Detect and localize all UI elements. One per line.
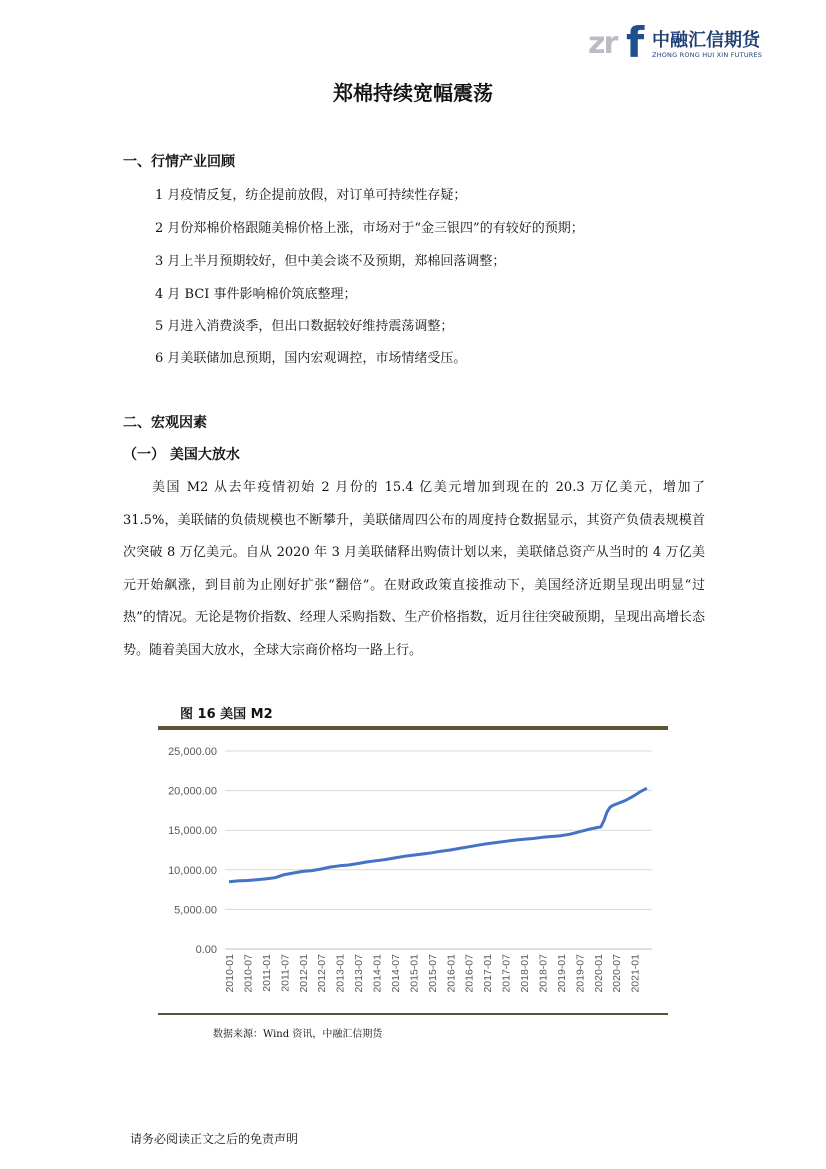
x-tick-label: 2019-01	[555, 954, 568, 993]
section-heading-review: 一、行情产业回顾	[123, 154, 235, 170]
x-tick-label: 2014-01	[371, 954, 384, 993]
x-tick-label: 2010-07	[242, 954, 255, 993]
x-tick-label: 2011-01	[260, 954, 273, 992]
x-tick-label: 2013-07	[353, 954, 366, 993]
x-tick-label: 2018-01	[519, 954, 532, 993]
logo-cn: 中融汇信期货	[652, 30, 760, 51]
x-tick-label: 2016-01	[445, 954, 458, 993]
y-axis-ticks	[168, 746, 217, 956]
body-paragraph: 美国 M2 从去年疫情初始 2 月份的 15.4 亿美元增加到现在的 20.3 万亿美元，增加了 31.5%，美联储的负债规模也不断攀升，美联储周四公布的周度持仓数据显示，其资产负债表规模首次突破 8 万亿美元。自从 2020 年 3 月美联储释出购债计划以来，美联储总资产从当时的 4 万亿美元开始飙涨，到目前为止刚好扩张“翻倍”。在财政政策直接推动下，美国经济近期呈现出明显“过热”的情况。无论是物价指数、经理人采购指数、生产价格指数，近月往往突破预期，呈现出高增长态势。随着美国大放水，全球大宗商价格均一路上行。	[123, 480, 705, 658]
x-axis-ticks	[224, 954, 642, 993]
x-tick-label: 2011-07	[279, 954, 292, 992]
sub-heading: （一） 美国大放水	[123, 447, 240, 463]
series-line-m2	[229, 788, 647, 882]
x-tick-label: 2019-07	[574, 954, 587, 993]
footer-disclaimer: 请务必阅读正文之后的免责声明	[130, 1132, 299, 1146]
y-tick-label: 15,000.00	[168, 825, 217, 838]
x-tick-label: 2020-01	[592, 954, 605, 993]
y-tick-label: 20,000.00	[168, 785, 217, 798]
x-tick-label: 2010-01	[224, 954, 236, 993]
x-tick-label: 2012-07	[316, 954, 329, 993]
figure-title: 图 16 美国 M2	[180, 707, 273, 722]
page-title: 郑棉持续宽幅震荡	[333, 81, 493, 105]
y-tick-label: 10,000.00	[168, 864, 217, 877]
x-tick-label: 2015-01	[408, 954, 421, 993]
logo-mark-f: f	[626, 18, 645, 67]
x-tick-label: 2014-07	[389, 954, 402, 993]
chart-series	[229, 788, 647, 882]
logo-en: ZHONG RONG HUI XIN FUTURES	[652, 51, 763, 59]
x-tick-label: 2020-07	[611, 954, 624, 993]
list-item: 5 月进入消费淡季，但出口数据较好维持震荡调整；	[155, 319, 454, 334]
company-logo	[588, 18, 778, 67]
x-tick-label: 2012-01	[297, 954, 310, 993]
x-tick-label: 2015-07	[426, 954, 439, 993]
y-tick-label: 5,000.00	[174, 904, 217, 917]
x-tick-label: 2021-01	[629, 954, 642, 993]
chart-grid	[225, 751, 652, 949]
list-item: 1 月疫情反复，纺企提前放假，对订单可持续性存疑；	[155, 188, 467, 203]
list-item: 3 月上半月预期较好，但中美会谈不及预期，郑棉回落调整；	[155, 254, 506, 269]
x-tick-label: 2016-07	[463, 954, 476, 993]
list-item: 6 月美联储加息预期，国内宏观调控，市场情绪受压。	[155, 351, 467, 366]
x-tick-label: 2017-01	[482, 954, 495, 993]
m2-line-chart	[0, 730, 826, 1030]
figure-bottom-rule	[158, 1013, 668, 1015]
section-heading-macro: 二、宏观因素	[123, 415, 207, 431]
y-tick-label: 25,000.00	[168, 746, 217, 758]
x-tick-label: 2018-07	[537, 954, 550, 993]
x-tick-label: 2013-01	[334, 954, 347, 993]
list-item: 2 月份郑棉价格跟随美棉价格上涨，市场对于“金三银四”的有较好的预期；	[155, 221, 584, 236]
figure-source: 数据来源：Wind 资讯，中融汇信期货	[213, 1029, 383, 1040]
list-item: 4 月 BCI 事件影响棉价筑底整理；	[155, 287, 357, 302]
logo-mark: zr	[588, 26, 617, 61]
y-tick-label: 0.00	[195, 944, 217, 956]
x-tick-label: 2017-07	[500, 954, 513, 993]
